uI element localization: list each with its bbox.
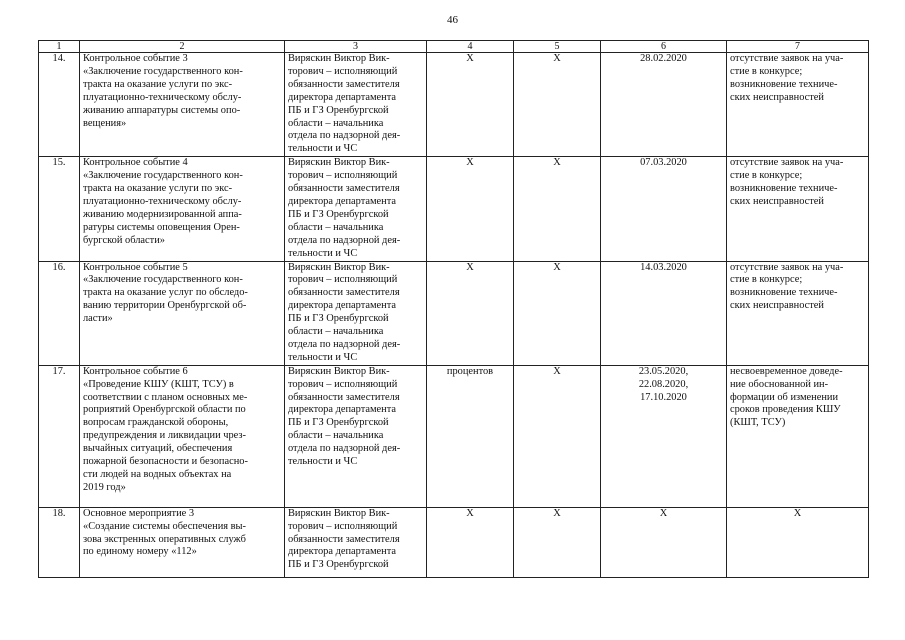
cell-line: вычайных ситуаций, обеспечения (83, 443, 233, 455)
cell-line: X (793, 507, 802, 519)
cell-line: ванию территории Оренбургской об- (83, 300, 247, 312)
cell-value: процентов (446, 365, 494, 377)
cell-line: области – начальника (288, 221, 384, 233)
cell-line: обязанности заместителя (288, 533, 400, 545)
cell-line: 28.02.2020 (640, 53, 687, 64)
cell-line: тельности и ЧС (288, 351, 358, 363)
cell-line: отдела по надзорной дея- (288, 443, 401, 455)
cell-line: Виряскин Виктор Вик- (288, 261, 390, 273)
row-number-cell (39, 157, 80, 261)
col-header: 7 (727, 41, 869, 53)
responsible-cell (285, 157, 427, 261)
indicator-cell (427, 365, 514, 507)
cell-value: X (466, 53, 474, 64)
cell-value: X (553, 157, 561, 169)
cell-line: несвоевременное доведе- (730, 365, 843, 377)
cell-line: возникновение техниче- (730, 183, 838, 195)
cell-line: плуатационно-техническому обслу- (83, 195, 242, 207)
cell-line: Контрольное событие 3 (83, 53, 188, 64)
cell-line: формации об изменении (730, 391, 839, 403)
cell-value: 14. (52, 53, 66, 64)
row-number-cell (39, 261, 80, 365)
date-cell (601, 261, 727, 365)
indicator-cell (427, 157, 514, 261)
cell-line: директора департамента (288, 546, 397, 558)
cell-line: Контрольное событие 5 (83, 261, 188, 273)
cell-line: вопросам гражданской обороны, (83, 417, 229, 429)
cell-line: возникновение техниче- (730, 78, 838, 90)
cell-line: живанию модернизированной аппа- (83, 208, 242, 220)
value-cell (514, 365, 601, 507)
cell-line: Виряскин Виктор Вик- (288, 157, 390, 169)
cell-line: ласти» (83, 313, 113, 325)
cell-line: торович – исполняющий (288, 170, 398, 182)
cell-line: тракта на оказание услуги по экс- (83, 78, 233, 90)
cell-line: стие в конкурсе; (730, 65, 803, 77)
cell-line: 07.03.2020 (640, 157, 687, 169)
cell-line: ских неисправностей (730, 91, 824, 103)
cell-line: Виряскин Виктор Вик- (288, 365, 390, 377)
cell-value: 15. (52, 157, 66, 169)
event-cell (80, 53, 285, 157)
cell-line: Виряскин Виктор Вик- (288, 53, 390, 64)
cell-line: торович – исполняющий (288, 274, 398, 286)
cell-value: X (466, 157, 474, 169)
cell-line: сти людей на водных объектах на (83, 469, 232, 480)
cell-line: вещения» (83, 117, 127, 129)
cell-line: 2019 год» (83, 481, 126, 493)
cell-line: отдела по надзорной дея- (288, 130, 401, 142)
cell-line: «Заключение государственного кон- (83, 65, 243, 77)
value-cell (514, 157, 601, 261)
risk-cell (727, 157, 869, 261)
risk-cell (727, 261, 869, 365)
page-number: 46 (447, 14, 458, 26)
cell-line: 14.03.2020 (640, 261, 687, 273)
cell-line: директора департамента (288, 300, 397, 312)
cell-line: по единому номеру «112» (83, 546, 197, 558)
risk-cell (727, 53, 869, 157)
cell-line: торович – исполняющий (288, 520, 398, 532)
col-header: 5 (514, 41, 601, 53)
table-row (39, 157, 869, 261)
cell-line: ратуры системы оповещения Орен- (83, 221, 240, 233)
cell-line: ние обоснованной ин- (730, 378, 829, 390)
row-number-cell (39, 53, 80, 157)
cell-line: обязанности заместителя (288, 78, 400, 90)
cell-line: ПБ и ГЗ Оренбургской (288, 417, 389, 429)
cell-line: Контрольное событие 6 (83, 365, 188, 377)
cell-line: тракта на оказание услуги по экс- (83, 183, 233, 195)
date-cell (601, 365, 727, 507)
indicator-cell (427, 53, 514, 157)
cell-line: области – начальника (288, 117, 384, 129)
col-header: 2 (80, 41, 285, 53)
value-cell (514, 261, 601, 365)
cell-value: X (553, 365, 561, 377)
cell-line: отсутствие заявок на уча- (730, 53, 844, 64)
event-cell (80, 157, 285, 261)
cell-line: предупреждения и ликвидации чрез- (83, 430, 246, 442)
cell-line: директора департамента (288, 195, 397, 207)
schedule-table (38, 40, 869, 578)
risk-cell (727, 365, 869, 507)
cell-line: X (659, 507, 668, 519)
cell-value: X (466, 261, 474, 273)
cell-line: торович – исполняющий (288, 65, 398, 77)
value-cell (514, 53, 601, 157)
cell-line: обязанности заместителя (288, 391, 400, 403)
indicator-cell (427, 507, 514, 577)
cell-value: X (553, 261, 561, 273)
row-number-cell (39, 365, 80, 507)
event-cell (80, 507, 285, 577)
cell-line: ских неисправностей (730, 300, 824, 312)
cell-line: бургской области» (83, 234, 165, 246)
cell-line: живанию аппаратуры системы опо- (83, 104, 241, 116)
cell-line: стие в конкурсе; (730, 274, 803, 286)
table-row (39, 365, 869, 507)
cell-line: Основное мероприятие 3 (83, 507, 195, 519)
cell-line: ПБ и ГЗ Оренбургской (288, 104, 389, 116)
cell-line: тракта на оказание услуг по обследо- (83, 287, 248, 299)
responsible-cell (285, 365, 427, 507)
cell-line: плуатационно-техническому обслу- (83, 91, 242, 103)
cell-line: соответствии с планом основных ме- (83, 391, 248, 403)
date-cell (601, 507, 727, 577)
responsible-cell (285, 507, 427, 577)
cell-value: X (553, 507, 561, 519)
value-cell (514, 507, 601, 577)
cell-line: стие в конкурсе; (730, 170, 803, 182)
cell-line: обязанности заместителя (288, 183, 400, 195)
table-row (39, 507, 869, 577)
table-row (39, 261, 869, 365)
cell-line: пожарной безопасности и безопасно- (83, 456, 248, 468)
cell-line: 23.05.2020, (638, 365, 689, 377)
cell-line: «Проведение КШУ (КШТ, ТСУ) в (83, 378, 234, 390)
col-header: 1 (39, 41, 80, 53)
cell-line: «Создание системы обеспечения вы- (83, 520, 246, 532)
cell-value: 16. (52, 261, 66, 273)
risk-cell (727, 507, 869, 577)
cell-line: сроков проведения КШУ (730, 404, 841, 416)
cell-line: торович – исполняющий (288, 378, 398, 390)
cell-value: 18. (52, 507, 66, 519)
cell-line: Виряскин Виктор Вик- (288, 507, 390, 519)
cell-line: 22.08.2020, (638, 378, 689, 390)
cell-line: отсутствие заявок на уча- (730, 261, 844, 273)
cell-value: X (466, 507, 474, 519)
cell-line: тельности и ЧС (288, 456, 358, 468)
indicator-cell (427, 261, 514, 365)
cell-line: отсутствие заявок на уча- (730, 157, 844, 169)
cell-line: тельности и ЧС (288, 143, 358, 155)
cell-line: директора департамента (288, 91, 397, 103)
cell-line: возникновение техниче- (730, 287, 838, 299)
cell-value: 17. (52, 365, 66, 377)
cell-line: Контрольное событие 4 (83, 157, 188, 169)
row-number-cell (39, 507, 80, 577)
date-cell (601, 53, 727, 157)
cell-line: «Заключение государственного кон- (83, 274, 243, 286)
col-header: 3 (285, 41, 427, 53)
cell-line: ПБ и ГЗ Оренбургской (288, 313, 389, 325)
cell-line: отдела по надзорной дея- (288, 338, 401, 350)
header-row (39, 41, 869, 53)
cell-line: области – начальника (288, 430, 384, 442)
cell-line: «Заключение государственного кон- (83, 170, 243, 182)
table-row (39, 53, 869, 157)
event-cell (80, 365, 285, 507)
cell-value: X (553, 53, 561, 64)
cell-line: директора департамента (288, 404, 397, 416)
responsible-cell (285, 261, 427, 365)
cell-line: ПБ и ГЗ Оренбургской (288, 208, 389, 220)
cell-line: (КШТ, ТСУ) (730, 417, 786, 429)
cell-line: ских неисправностей (730, 195, 824, 207)
date-cell (601, 157, 727, 261)
cell-line: отдела по надзорной дея- (288, 234, 401, 246)
col-header: 4 (427, 41, 514, 53)
col-header: 6 (601, 41, 727, 53)
cell-line: тельности и ЧС (288, 247, 358, 259)
cell-line: области – начальника (288, 326, 384, 338)
responsible-cell (285, 53, 427, 157)
cell-line: роприятий Оренбургской области по (83, 404, 246, 416)
cell-line: обязанности заместителя (288, 287, 400, 299)
cell-line: ПБ и ГЗ Оренбургской (288, 559, 389, 571)
cell-line: 17.10.2020 (640, 391, 687, 403)
event-cell (80, 261, 285, 365)
cell-line: зова экстренных оперативных служб (83, 533, 246, 545)
